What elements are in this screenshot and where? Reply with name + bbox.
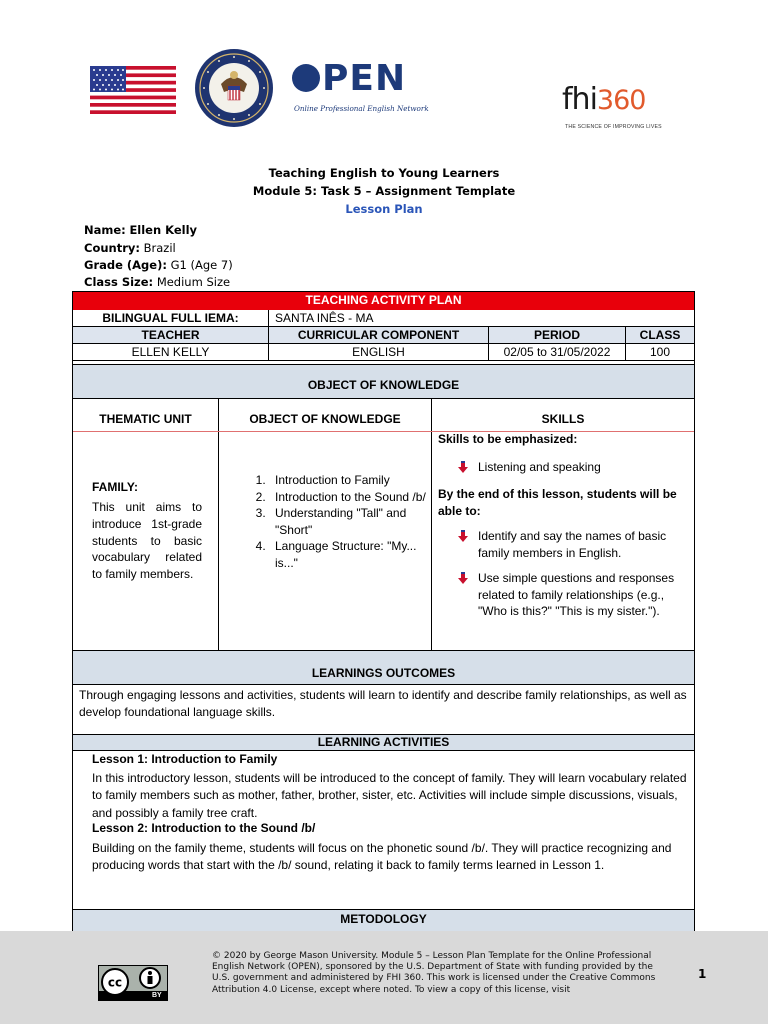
learning-activities-cell	[73, 751, 694, 901]
list-item: 4. Language Structure: "My... is..."	[269, 538, 429, 571]
object-of-knowledge-header: OBJECT OF KNOWLEDGE	[219, 399, 432, 431]
list-item: Identify and say the names of basic family members in English.	[432, 528, 694, 561]
name-value: Ellen Kelly	[129, 223, 198, 237]
skills-cell	[432, 432, 694, 650]
lesson-2-text: Building on the family theme, students will focus on the phonetic sound /b/. They will practice recognizing and producing words that start with the /b/ sound, relating it back to family terms learned in Lesson 1.	[92, 841, 672, 873]
department-of-state-seal-icon	[194, 48, 274, 128]
doc-type-title: Lesson Plan	[345, 202, 423, 216]
fhi-logo-number: 360	[596, 85, 646, 116]
grade-value: G1 (Age 7)	[170, 258, 233, 272]
component-value: ENGLISH	[269, 344, 489, 360]
object-of-knowledge-cell	[219, 432, 432, 650]
open-logo-tagline: Online Professional English Network	[294, 104, 429, 113]
school-value: SANTA INÊS - MA	[275, 311, 374, 325]
plan-title: TEACHING ACTIVITY PLAN	[73, 292, 694, 310]
skills-outcome-list	[432, 528, 694, 620]
page-number: 1	[698, 967, 707, 981]
name-line	[84, 223, 197, 237]
learning-outcomes-cell	[73, 684, 694, 734]
values-row	[73, 344, 694, 361]
arrow-down-bullet-icon	[458, 572, 468, 584]
class-header: CLASS	[639, 328, 681, 342]
logo-bar	[0, 0, 768, 150]
lesson-2-title: Lesson 2: Introduction to the Sound /b/	[92, 821, 316, 835]
fhi360-logo	[562, 82, 662, 136]
thematic-unit-header: THEMATIC UNIT	[73, 399, 219, 431]
thematic-unit-text: This unit aims to introduce 1st-grade students to basic vocabulary related to family members.	[92, 500, 202, 582]
list-item: Listening and speaking	[432, 459, 694, 476]
list-item: 1. Introduction to Family	[269, 472, 429, 489]
list-item: 2. Introduction to the Sound /b/	[269, 489, 429, 506]
class-size-label: Class Size:	[84, 275, 154, 289]
creative-commons-by-icon	[98, 965, 168, 1001]
period-header: PERIOD	[489, 327, 626, 343]
class-value: 100	[649, 345, 671, 359]
teacher-header: TEACHER	[73, 327, 269, 343]
skills-emphasized-label: Skills to be emphasized:	[438, 432, 578, 446]
columns-header-row	[73, 399, 694, 432]
methodology-title: METODOLOGY	[73, 909, 694, 932]
learning-outcomes-text: Through engaging lessons and activities, students will learn to identify and describe family relationships, as well as develop foundational language skills.	[79, 688, 687, 719]
list-item: Use simple questions and responses related to family relationships (e.g., "Who is this?" "This is my sister.").	[432, 570, 694, 620]
country-label: Country:	[84, 241, 140, 255]
name-label: Name:	[84, 223, 126, 237]
us-flag-icon	[90, 66, 176, 114]
object-of-knowledge-title: OBJECT OF KNOWLEDGE	[73, 365, 694, 399]
content-row	[73, 432, 694, 650]
teacher-value: ELLEN KELLY	[73, 344, 269, 360]
skills-header: SKILLS	[541, 412, 585, 426]
copyright-text: © 2020 by George Mason University. Module 5 – Lesson Plan Template for the Online Professional English Network (OPEN), sponsored by the U.S. Department of State with funding provided by the U.S. government and administered by FHI 360. This work is licensed under the Creative Commons Attribution 4.0 License, except where noted. To view a copy of this license, visit	[212, 951, 656, 995]
cc-by-label: BY	[152, 992, 162, 999]
course-title: Teaching English to Young Learners	[268, 166, 500, 180]
learning-outcomes-title: LEARNINGS OUTCOMES	[73, 650, 694, 684]
country-line	[84, 241, 176, 255]
component-header: CURRICULAR COMPONENT	[269, 327, 489, 343]
page-footer	[0, 931, 768, 1024]
lesson-1-text: In this introductory lesson, students will be introduced to the concept of family. They will learn vocabulary related to family members such as mother, father, brother, sister, etc. Activities will include simple discussions, visuals, and possibly a family tree craft.	[92, 771, 687, 820]
object-list	[249, 472, 429, 571]
thematic-unit-cell	[73, 432, 219, 650]
class-size-line	[84, 275, 230, 289]
class-size-value: Medium Size	[156, 275, 231, 289]
teaching-activity-plan-table	[72, 291, 695, 931]
lesson-1-title: Lesson 1: Introduction to Family	[92, 752, 278, 766]
open-logo	[292, 58, 432, 116]
period-value: 02/05 to 31/05/2022	[489, 344, 626, 360]
grade-line	[84, 258, 233, 272]
school-label: BILINGUAL FULL IEMA:	[73, 310, 269, 326]
fhi-logo-word: fhi	[562, 82, 597, 117]
fhi-logo-tagline: THE SCIENCE OF IMPROVING LIVES	[565, 124, 662, 130]
skills-emphasized-list	[432, 459, 694, 476]
thematic-unit-title: FAMILY:	[92, 480, 139, 494]
country-value: Brazil	[143, 241, 176, 255]
header-row	[73, 327, 694, 344]
school-row	[73, 310, 694, 327]
grade-label: Grade (Age):	[84, 258, 167, 272]
skills-outcome-label: By the end of this lesson, students will be able to:	[438, 487, 677, 518]
list-item: 3. Understanding "Tall" and "Short"	[269, 505, 429, 538]
arrow-down-bullet-icon	[458, 461, 468, 473]
svg-text:cc: cc	[107, 975, 123, 990]
learning-activities-title: LEARNING ACTIVITIES	[73, 734, 694, 751]
module-title: Module 5: Task 5 – Assignment Template	[252, 184, 516, 198]
arrow-down-bullet-icon	[458, 530, 468, 542]
open-logo-word: PEN	[322, 58, 407, 99]
globe-icon	[292, 64, 320, 92]
